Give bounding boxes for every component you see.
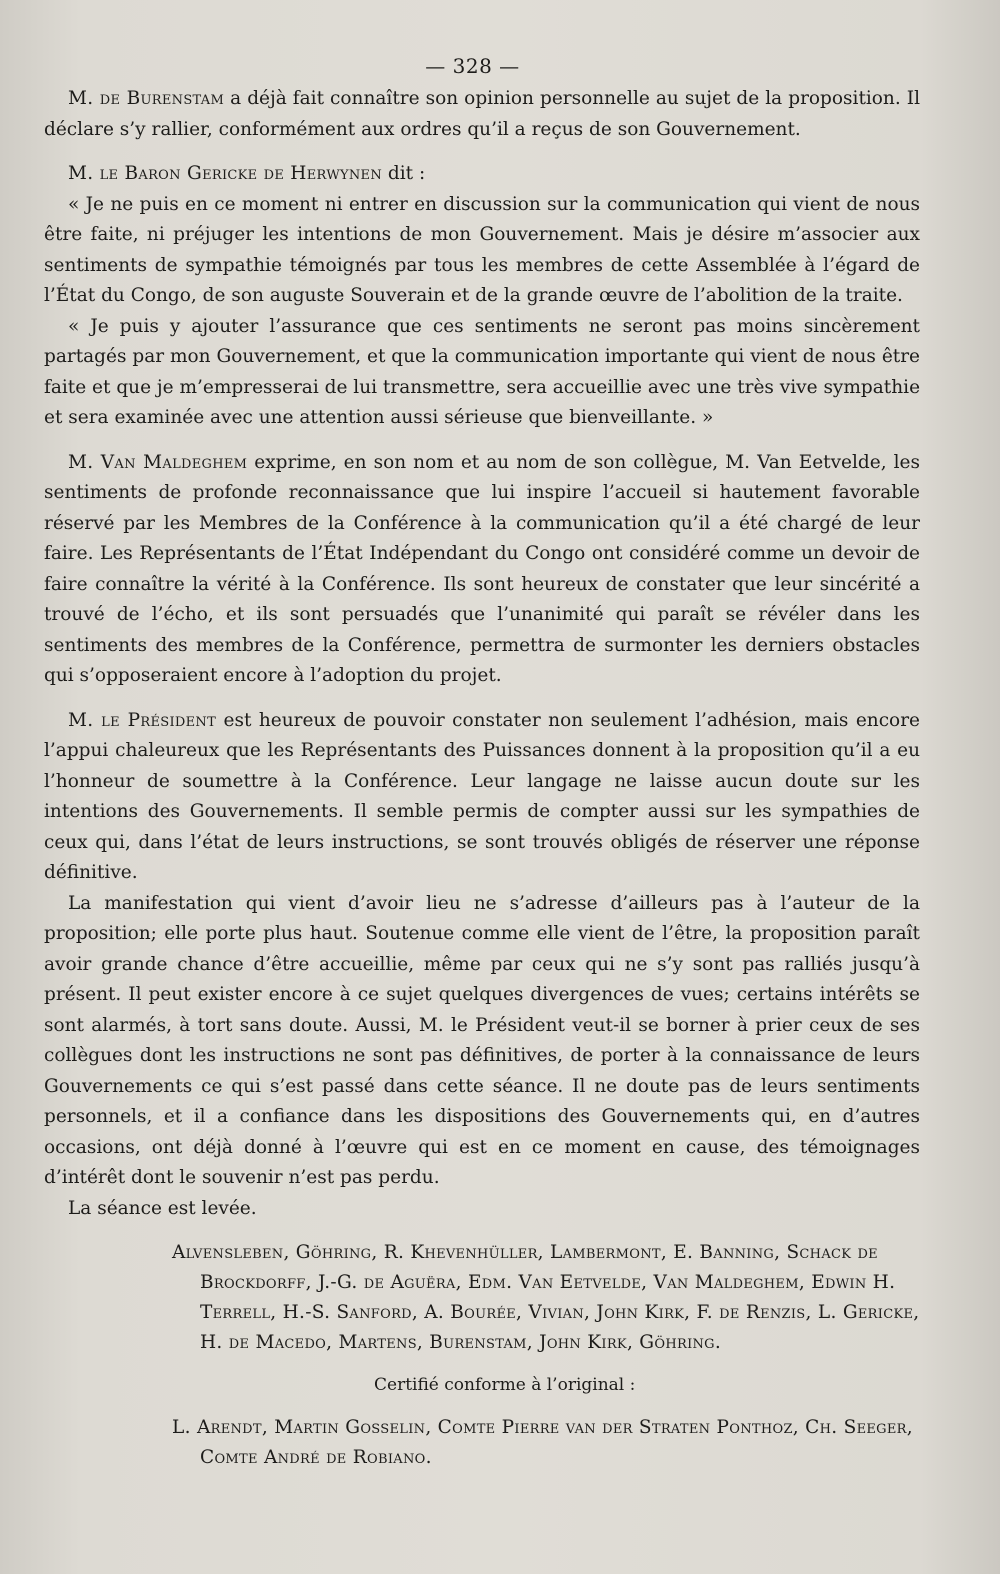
paragraph-text: est heureux de pouvoir constater non seulement l’adhésion, mais encore l’appui chaleureux que les Représentants des Puissances donnent à la proposition qu’il a eu l’honneur de soumettre à la Conférence. Leur langage ne laisse aucun doute sur les intentions des Gouvernements. Il semble permis de compter aussi sur les sympathies de ceux qui, dans l’état de leurs instructions, se sont trouvés obligés de réserver une réponse définitive. [44,709,920,883]
paragraph-manifestation: La manifestation qui vient d’avoir lieu ne s’adresse d’ailleurs pas à l’auteur de la proposition; elle porte plus haut. Soutenue comme elle vient de l’être, la proposition paraît avoir grande chance d’être accueillie, même par ceux qui ne s’y sont pas ralliés jusqu’à présent. Il peut exister encore à ce sujet quelques divergences de vues; certains intérêts se sont alarmés, à tort sans doute. Aussi, M. le Président veut-il se borner à prier ceux de ses collègues dont les instructions ne sont pas définitives, de porter à la connaissance de leurs Gouvernements ce qui s’est passé dans cette séance. Il ne doute pas de leurs sentiments personnels, et il a confiance dans les dispositions des Gouvernements qui, en d’autres occasions, ont déjà donné à l’œuvre qui est en ce moment en cause, des témoignages d’intérêt dont le souvenir n’est pas perdu. [44,892,920,1188]
paragraph-text: exprime, en son nom et au nom de son collègue, M. Van Eetvelde, les sentiments de profonde reconnaissance que lui inspire l’accueil si hautement favorable réservé par les Membres de la Conférence à la communication qu’il a été chargé de leur faire. Les Représentants de l’État Indépendant du Congo ont considéré comme un devoir de faire connaître la vérité à la Conférence. Ils sont heureux de constater que leur sincérité a trouvé de l’écho, et ils sont persuadés que l’unanimité qui paraît se révéler dans les sentiments des membres de la Conférence, permettra de surmonter les derniers obstacles qui s’opposeraient encore à l’adoption du projet. [44,451,920,686]
document-body [44,84,920,1473]
paragraph-president [44,706,920,889]
certifiers-list: L. Arendt, Martin Gosselin, Comte Pierre van der Straten Ponthoz, Ch. Seeger, Comte André de Robiano. [172,1416,913,1468]
paragraph-text: a déjà fait connaître son opinion personnelle au sujet de la proposition. Il déclare s’y rallier, conformément aux ordres qu’il a reçus de son Gouvernement. [44,88,920,140]
signatories-list: Alvensleben, Göhring, R. Khevenhüller, Lambermont, E. Banning, Schack de Brockdorff, J.-G. de Aguëra, Edm. Van Eetvelde, Van Maldeghem, Edwin H. Terrell, H.-S. Sanford, A. Bourée, Vivian, John Kirk, F. de Renzis, L. Gericke, H. de Macedo, Martens, Burenstam, John Kirk, Göhring. [172,1242,920,1353]
paragraph-burenstam [44,84,920,145]
paragraph-van-maldeghem [44,448,920,692]
page-number: — 328 — [425,54,520,78]
paragraph-seance-levee: La séance est levée. [68,1197,257,1219]
paragraph-gericke-intro [44,159,920,190]
speaker-name: M. le Baron Gericke de Herwynen [68,163,383,184]
certified-label: Certifié conforme à l’original : [374,1375,636,1395]
paragraph-gericke-quote-1: « Je ne puis en ce moment ni entrer en discussion sur la communication qui vient de nous être faite, ni préjuger les intentions de mon Gouvernement. Mais je désire m’associer aux sentiments de sympathie témoignés par tous les membres de cette Assemblée à l’égard de l’État du Congo, de son auguste Souverain et de la grande œuvre de l’abolition de la traite. [44,193,920,306]
paragraph-gericke-quote-2: « Je puis y ajouter l’assurance que ces sentiments ne seront pas moins sincèrement partagés par mon Gouvernement, et que la communication importante qui vient de nous être faite et que je m’empresserai de lui transmettre, sera accueillie avec une très vive sympathie et sera examinée avec une attention aussi sérieuse que bienveillante. » [44,315,921,428]
speaker-name: M. le Président [68,709,217,731]
speaker-name: M. de Burenstam [68,88,225,109]
paragraph-text: dit : [382,163,426,184]
speaker-name: M. Van Maldeghem [68,451,248,473]
